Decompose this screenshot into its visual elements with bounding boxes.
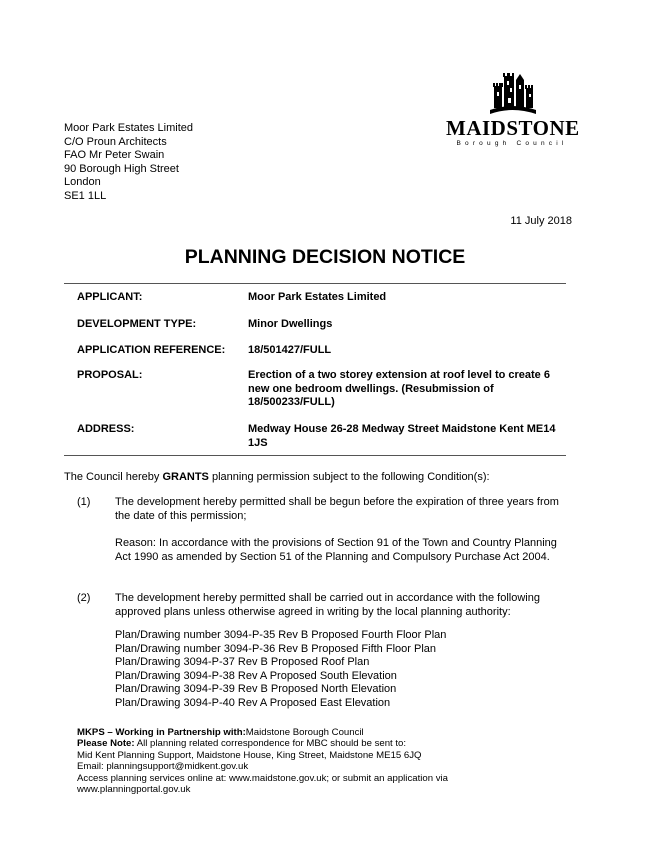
decision-post: planning permission subject to the following Condition(s): [208,471,490,483]
condition-text: The development hereby permitted shall be begun before the expiration of three years from the date of this permission; [115,496,559,522]
recipient-address [64,122,193,203]
recipient-line: C/O Proun Architects [64,135,167,148]
partnership-bold: MKPS – Working in Partnership with: [77,727,246,738]
footer-partnership [77,727,448,738]
footer-portal-link[interactable]: www.planningportal.gov.uk [77,784,191,796]
page-title: PLANNING DECISION NOTICE [184,246,466,268]
decision-grants: GRANTS [162,471,209,483]
bottom-divider [64,455,566,456]
footer-email: Email: planningsupport@midkent.gov.uk [77,761,249,773]
note-bold: Please Note: [77,738,135,750]
castle-crest-icon [446,72,578,118]
decision-statement [64,471,574,485]
condition-number: (1) [77,496,91,508]
condition-reason: Reason: In accordance with the provisions of Section 91 of the Town and Country Planning Act 1990 as amended by Section 51 of the Planning and Compulsory Purchase Act 2004. [115,537,557,563]
proposal-value: Erection of a two storey extension at roof level to create 6 new one bedroom dwellings. (Resubmission of 18/500233/FULL) [248,369,550,408]
applicant-label: APPLICANT: [77,291,143,303]
condition-text: The development hereby permitted shall be carried out in accordance with the following approved plans unless otherwise agreed in writing by the local planning authority: [115,592,540,618]
top-divider [64,283,566,284]
development-type-label: DEVELOPMENT TYPE: [77,318,197,330]
proposal-label: PROPOSAL: [77,369,143,381]
logo-wordmark: MAIDSTONE [446,116,580,140]
partnership-text: Maidstone Borough Council [245,727,364,738]
recipient-line: London [64,176,101,188]
application-reference-label: APPLICATION REFERENCE: [77,344,226,356]
condition-number: (2) [77,592,91,604]
recipient-line: 90 Borough High Street [64,162,179,175]
decision-pre: The Council hereby [64,471,163,483]
plan-item: Plan/Drawing 3094-P-39 Rev B Proposed North Elevation [115,683,397,695]
recipient-line: Moor Park Estates Limited [64,122,193,134]
plan-item: Plan/Drawing number 3094-P-35 Rev B Proposed Fourth Floor Plan [115,629,447,641]
footer-note [77,738,448,749]
plan-item: Plan/Drawing 3094-P-40 Rev A Proposed East Elevation [115,696,391,709]
development-type-value: Minor Dwellings [248,318,333,330]
plan-item: Plan/Drawing 3094-P-37 Rev B Proposed Roof Plan [115,656,370,668]
approved-plans-list [115,629,446,710]
footer [77,727,448,795]
address-value: Medway House 26-28 Medway Street Maidstone Kent ME14 1JS [248,423,556,449]
notice-date: 11 July 2018 [510,215,572,227]
recipient-line: FAO Mr Peter Swain [64,149,165,161]
recipient-line: SE1 1LL [64,189,107,202]
application-reference-value: 18/501427/FULL [248,344,332,356]
logo-subtitle: Borough Council [456,140,568,147]
plan-item: Plan/Drawing number 3094-P-36 Rev B Proposed Fifth Floor Plan [115,642,436,655]
applicant-value: Moor Park Estates Limited [248,291,387,303]
council-logo [446,72,578,152]
footer-online: Access planning services online at: www.maidstone.gov.uk; or submit an application via [77,772,448,784]
footer-address: Mid Kent Planning Support, Maidstone House, King Street, Maidstone ME15 6JQ [77,749,422,761]
plan-item: Plan/Drawing 3094-P-38 Rev A Proposed South Elevation [115,669,397,682]
note-text: All planning related correspondence for MBC should be sent to: [134,738,407,750]
address-label: ADDRESS: [77,423,135,435]
